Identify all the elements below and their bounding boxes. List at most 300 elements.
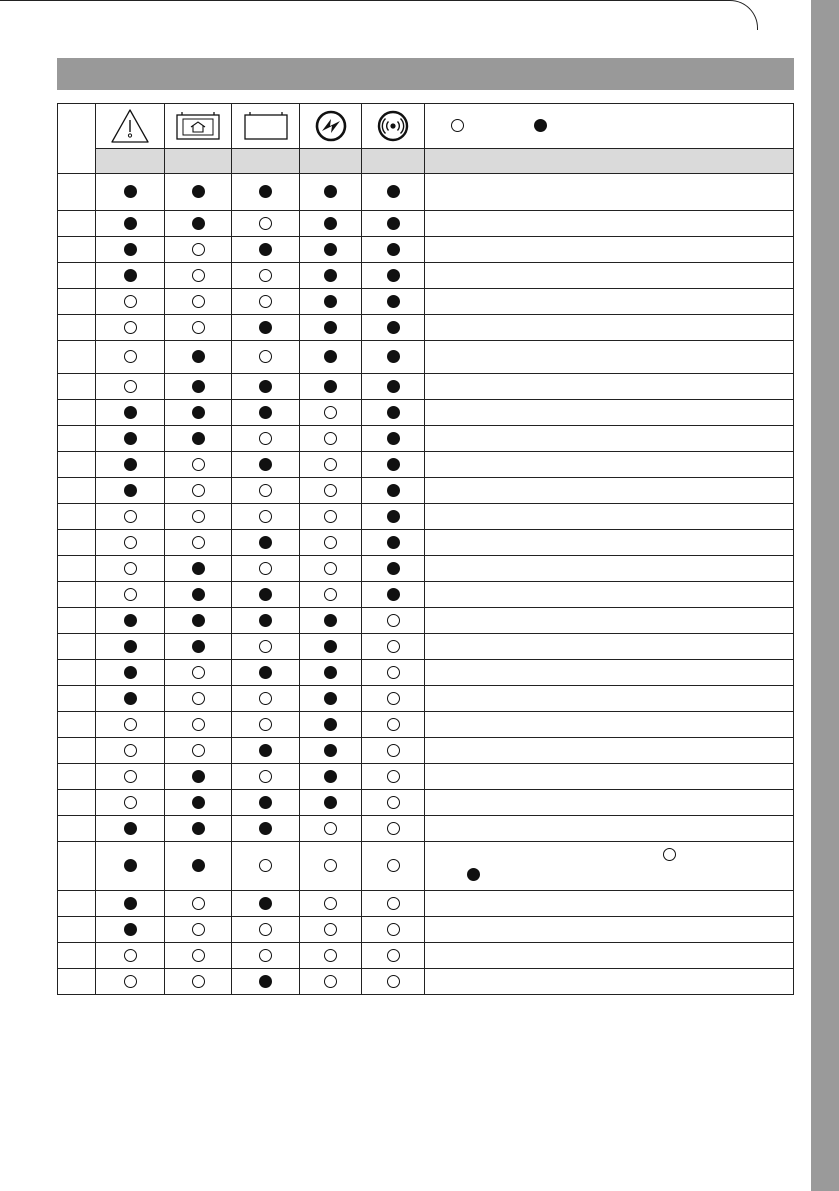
status-cell-power [300, 764, 362, 790]
status-cell-warning [96, 790, 165, 816]
status-cell-wireless [362, 842, 425, 891]
row-number-cell [58, 969, 96, 995]
status-cell-wireless [362, 452, 425, 478]
filled-circle-icon [124, 640, 137, 653]
status-cell-wireless [362, 237, 425, 263]
status-cell-power [300, 816, 362, 842]
description-cell [425, 530, 794, 556]
filled-circle-icon [387, 243, 400, 256]
table-row [58, 943, 794, 969]
filled-circle-icon [324, 243, 337, 256]
filled-circle-icon [124, 269, 137, 282]
status-cell-wireless [362, 478, 425, 504]
legend-off-icon [451, 119, 464, 132]
row-number-cell [58, 917, 96, 943]
description-cell [425, 790, 794, 816]
status-cell-battery [232, 917, 300, 943]
description-cell [425, 686, 794, 712]
status-cell-wireless [362, 211, 425, 237]
hollow-circle-icon [663, 848, 676, 861]
filled-circle-icon [324, 380, 337, 393]
col-power [300, 104, 362, 149]
status-cell-warning [96, 969, 165, 995]
warning-triangle-icon [109, 107, 151, 145]
table-row [58, 634, 794, 660]
hollow-circle-icon [192, 458, 205, 471]
description-cell [425, 969, 794, 995]
hollow-circle-icon [387, 692, 400, 705]
status-cell-wireless [362, 400, 425, 426]
description-cell [425, 764, 794, 790]
status-cell-warning [96, 582, 165, 608]
row-number-cell [58, 174, 96, 211]
status-cell-battery [232, 686, 300, 712]
hollow-circle-icon [124, 536, 137, 549]
status-cell-power [300, 790, 362, 816]
hollow-circle-icon [387, 859, 400, 872]
table-row [58, 289, 794, 315]
hollow-circle-icon [259, 484, 272, 497]
filled-circle-icon [259, 380, 272, 393]
hollow-circle-icon [124, 718, 137, 731]
status-cell-warning [96, 816, 165, 842]
table-row [58, 478, 794, 504]
subheader-cell [425, 149, 794, 174]
filled-circle-icon [259, 458, 272, 471]
status-cell-warning [96, 315, 165, 341]
hollow-circle-icon [124, 744, 137, 757]
filled-circle-icon [259, 406, 272, 419]
status-cell-power [300, 263, 362, 289]
table-row [58, 556, 794, 582]
hollow-circle-icon [192, 692, 205, 705]
status-cell-home-battery [165, 426, 232, 452]
row-number-cell [58, 504, 96, 530]
row-number-cell [58, 686, 96, 712]
status-cell-home-battery [165, 504, 232, 530]
status-cell-battery [232, 400, 300, 426]
hollow-circle-icon [324, 536, 337, 549]
hollow-circle-icon [259, 692, 272, 705]
description-cell [425, 478, 794, 504]
status-cell-battery [232, 211, 300, 237]
status-cell-home-battery [165, 341, 232, 374]
status-cell-battery [232, 174, 300, 211]
row-number-cell [58, 816, 96, 842]
filled-circle-icon [259, 897, 272, 910]
description-cell [425, 634, 794, 660]
row-number-cell [58, 237, 96, 263]
status-cell-warning [96, 452, 165, 478]
hollow-circle-icon [124, 321, 137, 334]
status-cell-battery [232, 842, 300, 891]
table-row [58, 764, 794, 790]
hollow-circle-icon [387, 897, 400, 910]
status-cell-wireless [362, 608, 425, 634]
row-number-cell [58, 764, 96, 790]
status-cell-warning [96, 504, 165, 530]
filled-circle-icon [387, 458, 400, 471]
hollow-circle-icon [192, 321, 205, 334]
status-cell-wireless [362, 764, 425, 790]
filled-circle-icon [124, 458, 137, 471]
hollow-circle-icon [324, 406, 337, 419]
status-cell-power [300, 943, 362, 969]
status-cell-warning [96, 634, 165, 660]
table-row [58, 426, 794, 452]
hollow-circle-icon [259, 510, 272, 523]
status-cell-warning [96, 712, 165, 738]
filled-circle-icon [259, 744, 272, 757]
description-cell [425, 341, 794, 374]
row-number-cell [58, 582, 96, 608]
filled-circle-icon [324, 185, 337, 198]
status-cell-warning [96, 660, 165, 686]
status-cell-battery [232, 289, 300, 315]
table-row [58, 530, 794, 556]
hollow-circle-icon [124, 588, 137, 601]
battery-icon [243, 111, 289, 141]
status-cell-wireless [362, 891, 425, 917]
row-number-cell [58, 400, 96, 426]
status-cell-wireless [362, 530, 425, 556]
filled-circle-icon [324, 295, 337, 308]
status-cell-home-battery [165, 816, 232, 842]
filled-circle-icon [324, 796, 337, 809]
status-cell-power [300, 556, 362, 582]
filled-circle-icon [192, 562, 205, 575]
status-cell-battery [232, 556, 300, 582]
table-row [58, 969, 794, 995]
hollow-circle-icon [124, 975, 137, 988]
status-cell-home-battery [165, 452, 232, 478]
filled-circle-icon [124, 923, 137, 936]
filled-circle-icon [324, 269, 337, 282]
filled-circle-icon [259, 975, 272, 988]
table-row [58, 842, 794, 891]
filled-circle-icon [192, 350, 205, 363]
status-cell-power [300, 712, 362, 738]
status-cell-wireless [362, 686, 425, 712]
status-cell-power [300, 969, 362, 995]
filled-circle-icon [259, 666, 272, 679]
filled-circle-icon [387, 217, 400, 230]
filled-circle-icon [192, 796, 205, 809]
hollow-circle-icon [259, 269, 272, 282]
status-cell-home-battery [165, 174, 232, 211]
table-row [58, 686, 794, 712]
description-cell [425, 660, 794, 686]
filled-circle-icon [124, 243, 137, 256]
status-cell-warning [96, 556, 165, 582]
row-number-cell [58, 842, 96, 891]
hollow-circle-icon [324, 484, 337, 497]
status-cell-warning [96, 686, 165, 712]
table-row [58, 816, 794, 842]
filled-circle-icon [259, 822, 272, 835]
status-cell-warning [96, 764, 165, 790]
hollow-circle-icon [324, 949, 337, 962]
status-cell-wireless [362, 315, 425, 341]
hollow-circle-icon [259, 295, 272, 308]
status-cell-warning [96, 211, 165, 237]
subheader-cell [96, 149, 165, 174]
filled-circle-icon [259, 243, 272, 256]
hollow-circle-icon [192, 536, 205, 549]
hollow-circle-icon [192, 897, 205, 910]
status-cell-power [300, 374, 362, 400]
status-cell-home-battery [165, 582, 232, 608]
filled-circle-icon [192, 640, 205, 653]
subheader-cell [165, 149, 232, 174]
description-cell [425, 289, 794, 315]
filled-circle-icon [324, 692, 337, 705]
filled-circle-icon [387, 432, 400, 445]
status-cell-wireless [362, 660, 425, 686]
hollow-circle-icon [124, 510, 137, 523]
table-row [58, 582, 794, 608]
status-cell-battery [232, 426, 300, 452]
description-cell [425, 504, 794, 530]
row-number-cell [58, 478, 96, 504]
page-cut-line [0, 0, 758, 30]
status-cell-battery [232, 712, 300, 738]
filled-circle-icon [387, 321, 400, 334]
table-row [58, 452, 794, 478]
status-cell-power [300, 917, 362, 943]
status-cell-home-battery [165, 891, 232, 917]
status-cell-wireless [362, 504, 425, 530]
hollow-circle-icon [192, 510, 205, 523]
hollow-circle-icon [324, 458, 337, 471]
table-row [58, 660, 794, 686]
status-cell-home-battery [165, 712, 232, 738]
description-cell [425, 943, 794, 969]
status-cell-warning [96, 478, 165, 504]
filled-circle-icon [387, 484, 400, 497]
status-cell-wireless [362, 374, 425, 400]
status-cell-power [300, 211, 362, 237]
row-number-cell [58, 712, 96, 738]
description-cell [425, 400, 794, 426]
hollow-circle-icon [387, 822, 400, 835]
col-battery [232, 104, 300, 149]
legend-cell [425, 104, 794, 149]
status-cell-power [300, 530, 362, 556]
filled-circle-icon [387, 350, 400, 363]
status-cell-home-battery [165, 374, 232, 400]
status-cell-wireless [362, 289, 425, 315]
status-cell-power [300, 891, 362, 917]
status-cell-battery [232, 263, 300, 289]
power-bolt-icon [314, 109, 348, 143]
status-cell-battery [232, 504, 300, 530]
table-row [58, 504, 794, 530]
description-cell [425, 582, 794, 608]
status-cell-home-battery [165, 237, 232, 263]
status-cell-wireless [362, 556, 425, 582]
hollow-circle-icon [192, 949, 205, 962]
filled-circle-icon [324, 217, 337, 230]
hollow-circle-icon [387, 614, 400, 627]
filled-circle-icon [192, 432, 205, 445]
status-cell-warning [96, 174, 165, 211]
filled-circle-icon [387, 269, 400, 282]
row-number-cell [58, 660, 96, 686]
status-cell-wireless [362, 917, 425, 943]
status-cell-wireless [362, 738, 425, 764]
status-cell-warning [96, 738, 165, 764]
filled-circle-icon [324, 614, 337, 627]
row-number-cell [58, 634, 96, 660]
status-cell-home-battery [165, 660, 232, 686]
filled-circle-icon [124, 692, 137, 705]
description-cell [425, 842, 794, 891]
row-number-cell [58, 211, 96, 237]
status-cell-power [300, 582, 362, 608]
status-cell-battery [232, 315, 300, 341]
status-cell-battery [232, 452, 300, 478]
status-cell-power [300, 289, 362, 315]
hollow-circle-icon [324, 859, 337, 872]
filled-circle-icon [324, 666, 337, 679]
filled-circle-icon [387, 510, 400, 523]
hollow-circle-icon [124, 380, 137, 393]
status-cell-home-battery [165, 478, 232, 504]
filled-circle-icon [192, 614, 205, 627]
status-cell-battery [232, 738, 300, 764]
filled-circle-icon [192, 770, 205, 783]
status-cell-battery [232, 608, 300, 634]
hollow-circle-icon [387, 923, 400, 936]
row-number-cell [58, 315, 96, 341]
status-cell-power [300, 738, 362, 764]
filled-circle-icon [387, 562, 400, 575]
filled-circle-icon [124, 217, 137, 230]
status-cell-wireless [362, 712, 425, 738]
table-row [58, 374, 794, 400]
hollow-circle-icon [387, 718, 400, 731]
status-cell-wireless [362, 816, 425, 842]
description-cell [425, 712, 794, 738]
hollow-circle-icon [259, 949, 272, 962]
status-cell-home-battery [165, 530, 232, 556]
status-cell-warning [96, 289, 165, 315]
home-battery-icon [175, 111, 221, 141]
status-cell-power [300, 174, 362, 211]
status-cell-battery [232, 341, 300, 374]
filled-circle-icon [324, 321, 337, 334]
row-number-cell [58, 608, 96, 634]
row-number-cell [58, 341, 96, 374]
status-cell-wireless [362, 790, 425, 816]
description-cell [425, 211, 794, 237]
status-cell-home-battery [165, 315, 232, 341]
status-cell-warning [96, 842, 165, 891]
status-cell-home-battery [165, 608, 232, 634]
status-cell-power [300, 634, 362, 660]
description-cell [425, 426, 794, 452]
filled-circle-icon [387, 185, 400, 198]
legend-on-icon [534, 119, 547, 132]
status-cell-battery [232, 530, 300, 556]
row-number-cell [58, 452, 96, 478]
table-row [58, 790, 794, 816]
hollow-circle-icon [324, 562, 337, 575]
wireless-signal-icon [376, 109, 410, 143]
filled-circle-icon [192, 217, 205, 230]
table-row [58, 237, 794, 263]
row-number-cell [58, 943, 96, 969]
status-cell-wireless [362, 969, 425, 995]
row-number-cell [58, 556, 96, 582]
filled-circle-icon [324, 350, 337, 363]
filled-circle-icon [387, 295, 400, 308]
col-home-battery [165, 104, 232, 149]
filled-circle-icon [259, 321, 272, 334]
row-number-cell [58, 289, 96, 315]
hollow-circle-icon [259, 432, 272, 445]
status-cell-battery [232, 943, 300, 969]
status-cell-battery [232, 634, 300, 660]
table-row [58, 738, 794, 764]
hollow-circle-icon [192, 923, 205, 936]
status-cell-battery [232, 660, 300, 686]
filled-circle-icon [387, 406, 400, 419]
status-cell-power [300, 426, 362, 452]
status-cell-wireless [362, 426, 425, 452]
filled-circle-icon [259, 796, 272, 809]
hollow-circle-icon [259, 718, 272, 731]
filled-circle-icon [387, 536, 400, 549]
hollow-circle-icon [324, 588, 337, 601]
status-cell-home-battery [165, 943, 232, 969]
description-cell [425, 452, 794, 478]
subheader-cell [362, 149, 425, 174]
subheader-cell [232, 149, 300, 174]
status-cell-battery [232, 764, 300, 790]
description-cell [425, 374, 794, 400]
status-cell-power [300, 237, 362, 263]
hollow-circle-icon [259, 562, 272, 575]
hollow-circle-icon [124, 949, 137, 962]
status-cell-warning [96, 237, 165, 263]
hollow-circle-icon [124, 350, 137, 363]
description-cell [425, 556, 794, 582]
hollow-circle-icon [259, 859, 272, 872]
description-cell [425, 891, 794, 917]
filled-circle-icon [124, 822, 137, 835]
hollow-circle-icon [124, 562, 137, 575]
description-cell [425, 608, 794, 634]
description-cell [425, 237, 794, 263]
hollow-circle-icon [387, 640, 400, 653]
status-cell-home-battery [165, 790, 232, 816]
hollow-circle-icon [387, 975, 400, 988]
filled-circle-icon [124, 432, 137, 445]
status-cell-home-battery [165, 263, 232, 289]
hollow-circle-icon [387, 949, 400, 962]
description-cell [425, 738, 794, 764]
status-cell-wireless [362, 943, 425, 969]
status-cell-power [300, 504, 362, 530]
filled-circle-icon [259, 185, 272, 198]
status-cell-wireless [362, 263, 425, 289]
hollow-circle-icon [324, 822, 337, 835]
hollow-circle-icon [192, 666, 205, 679]
table-row [58, 400, 794, 426]
table-row [58, 891, 794, 917]
